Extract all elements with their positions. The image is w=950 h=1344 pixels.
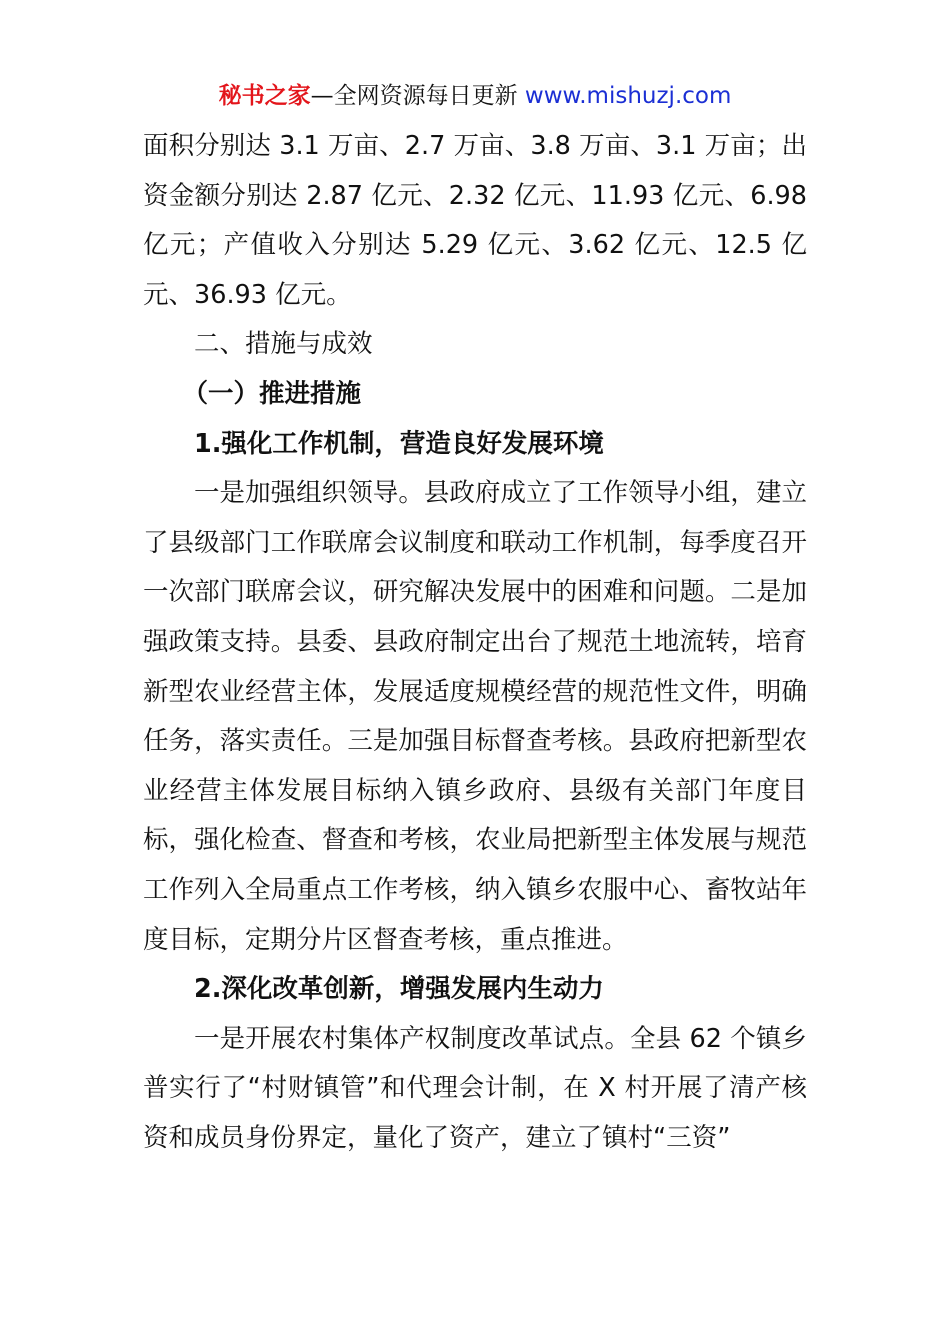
subsection-heading-measures: （一）推进措施 — [182, 378, 362, 409]
item-heading-1: 1.强化工作机制，营造良好发展环境 — [194, 428, 604, 459]
paragraph-work-mechanism: 一是加强组织领导。县政府成立了工作领导小组，建立了县级部门工作联席会议制度和联动工作机制，每季度召开一次部门联席会议，研究解决发展中的困难和问题。二是加强政策支持。县委、县政府制定出台了规范土地流转，培育新型农业经营主体，发展适度规模经营的规范性文件，明确任务，落实责任。三是加强目标督查考核。县政府把新型农业经营主体发展目标纳入镇乡政府、县级有关部门年度目标，强化检查、督查和考核，农业局把新型主体发展与规范工作列入全局重点工作考核，纳入镇乡农服中心、畜牧站年度目标，定期分片区督查考核，重点推进。 — [143, 478, 807, 955]
site-url-link[interactable]: www.mishuzj.com — [524, 83, 732, 109]
page-header — [0, 78, 950, 114]
brand-name: 秘书之家 — [218, 83, 311, 109]
section-heading-measures: 二、措施与成效 — [194, 329, 373, 360]
header-tagline: —全网资源每日更新 — [310, 83, 518, 109]
document-body — [143, 122, 807, 1163]
paragraph-area-stats: 面积分别达 3.1 万亩、2.7 万亩、3.8 万亩、3.1 万亩；出资金额分别达 2.87 亿元、2.32 亿元、11.93 亿元、6.98 亿元；产值收入分别达 5.29 亿元、3.62 亿元、12.5 亿元、36.93 亿元。 — [143, 131, 807, 310]
item-heading-2: 2.深化改革创新，增强发展内生动力 — [194, 974, 604, 1005]
paragraph-reform: 一是开展农村集体产权制度改革试点。全县 62 个镇乡普实行了“村财镇管”和代理会计制，在 X 村开展了清产核资和成员身份界定，量化了资产，建立了镇村“三资” — [143, 1023, 807, 1153]
